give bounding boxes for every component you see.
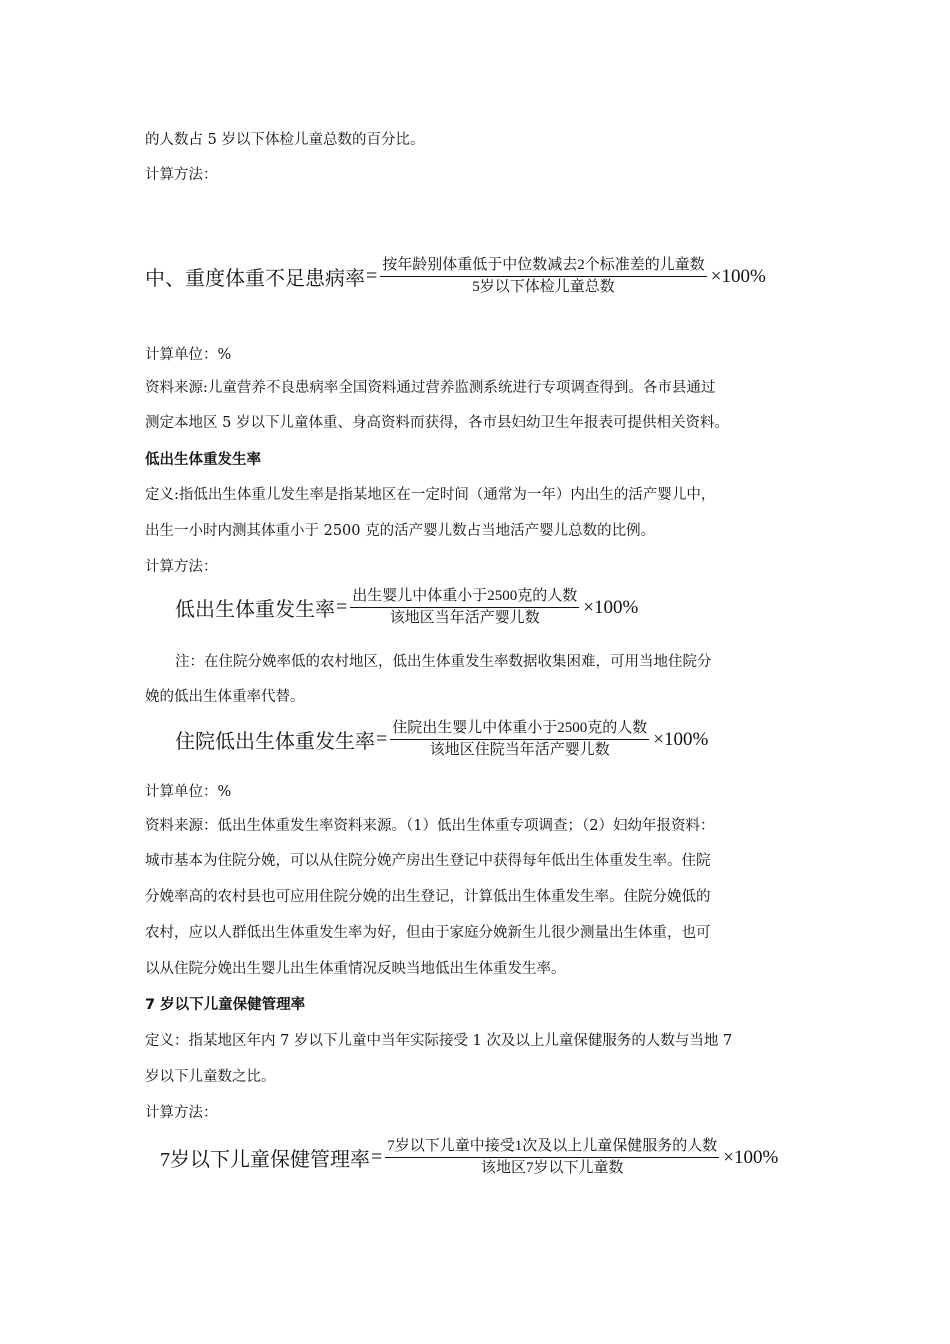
formula-multiplier: ×100% — [723, 1146, 779, 1168]
formula-lhs: 7岁以下儿童保健管理率 — [160, 1149, 370, 1171]
formula-fraction — [350, 587, 579, 628]
formula-fraction — [385, 1137, 719, 1178]
formula-multiplier: ×100% — [583, 596, 639, 618]
formula-lhs: 低出生体重发生率 — [175, 599, 335, 621]
formula-fraction — [390, 719, 649, 760]
source-line: 城市基本为住院分娩，可以从住院分娩产房出生登记中获得每年低出生体重发生率。住院 — [145, 853, 711, 869]
formula-denominator: 5岁以下体检儿童总数 — [472, 279, 615, 295]
formula-equals: = — [371, 1146, 383, 1168]
calc-method-label: 计算方法： — [145, 167, 218, 183]
unit-line: 计算单位：% — [145, 347, 232, 363]
formula-numerator: 出生婴儿中体重小于2500克的人数 — [350, 587, 579, 608]
formula-equals: = — [336, 596, 348, 618]
formula-denominator: 该地区住院当年活产婴儿数 — [429, 742, 610, 758]
formula-denominator: 该地区当年活产婴儿数 — [389, 610, 540, 626]
text-line: 的人数占 5 岁以下体检儿童总数的百分比。 — [145, 132, 425, 148]
formula-multiplier: ×100% — [710, 265, 766, 287]
section-heading: 7 岁以下儿童保健管理率 — [145, 997, 306, 1013]
section-heading: 低出生体重发生率 — [145, 452, 261, 468]
source-line: 以从住院分娩出生婴儿出生体重情况反映当地低出生体重发生率。 — [145, 961, 566, 977]
source-line: 农村，应以人群低出生体重发生率为好，但由于家庭分娩新生儿很少测量出生体重，也可 — [145, 925, 711, 941]
definition-line: 岁以下儿童数之比。 — [145, 1069, 276, 1085]
note-line: 娩的低出生体重率代替。 — [145, 689, 305, 705]
definition-line: 定义：指某地区年内 7 岁以下儿童中当年实际接受 1 次及以上儿童保健服务的人数与当地 7 — [145, 1033, 733, 1049]
formula-underweight-rate — [145, 256, 766, 297]
formula-low-birth-weight-rate — [175, 587, 638, 628]
formula-numerator: 7岁以下儿童中接受1次及以上儿童保健服务的人数 — [385, 1137, 719, 1158]
source-line: 测定本地区 5 岁以下儿童体重、身高资料而获得，各市县妇幼卫生年报表可提供相关资料。 — [145, 415, 729, 431]
formula-denominator: 该地区7岁以下儿童数 — [481, 1160, 624, 1176]
formula-child-health-management-rate — [160, 1137, 778, 1178]
source-line: 资料来源：低出生体重发生率资料来源。（1）低出生体重专项调查；（2）妇幼年报资料： — [145, 818, 715, 834]
formula-lhs: 住院低出生体重发生率 — [175, 731, 375, 753]
formula-numerator: 住院出生婴儿中体重小于2500克的人数 — [390, 719, 649, 740]
formula-numerator: 按年龄别体重低于中位数减去2个标准差的儿童数 — [380, 256, 707, 277]
unit-line: 计算单位：% — [145, 784, 232, 800]
formula-fraction — [380, 256, 707, 297]
definition-line: 出生一小时内测其体重小于 2500 克的活产婴儿数占当地活产婴儿总数的比例。 — [145, 523, 656, 539]
definition-line: 定义:指低出生体重儿发生率是指某地区在一定时间（通常为一年）内出生的活产婴儿中， — [145, 487, 716, 503]
formula-equals: = — [376, 728, 388, 750]
source-line: 分娩率高的农村县也可应用住院分娩的出生登记，计算低出生体重发生率。住院分娩低的 — [145, 889, 711, 905]
note-line: 注：在住院分娩率低的农村地区，低出生体重发生率数据收集困难，可用当地住院分 — [175, 654, 712, 670]
formula-lhs: 中、重度体重不足患病率 — [145, 268, 365, 290]
formula-equals: = — [366, 265, 378, 287]
calc-method-label: 计算方法： — [145, 559, 218, 575]
calc-method-label: 计算方法： — [145, 1105, 218, 1121]
formula-multiplier: ×100% — [653, 728, 709, 750]
source-line: 资料来源:儿童营养不良患病率全国资料通过营养监测系统进行专项调查得到。各市县通过 — [145, 380, 716, 396]
formula-hospital-low-birth-weight-rate — [175, 719, 708, 760]
